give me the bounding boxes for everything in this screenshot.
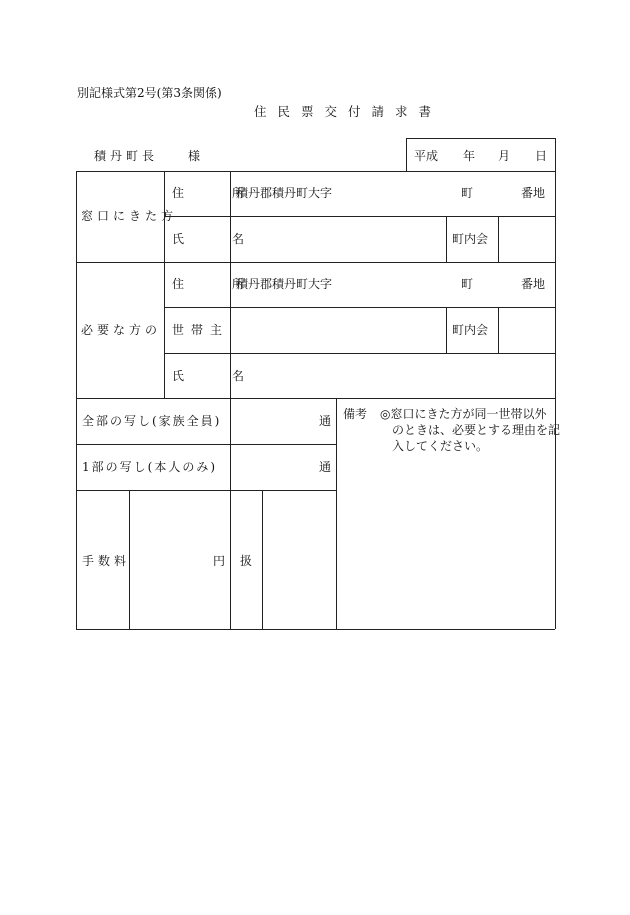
remarks-line-1: ◎窓口にきた方が同一世帯以外: [380, 407, 547, 421]
required-name-label: 氏 名: [172, 369, 263, 383]
remarks-line-3: 入してください。: [392, 439, 489, 453]
remarks-label: 備考: [343, 407, 368, 421]
required-chonaikai-label: 町内会: [452, 323, 489, 337]
addressee: 積丹町長: [94, 149, 159, 163]
required-section-label: 必要な方の: [81, 323, 162, 337]
visitor-chonaikai-label: 町内会: [452, 232, 489, 246]
full-copy-unit: 通: [319, 414, 332, 428]
handler-label: 扱: [240, 554, 253, 568]
date-day-label: 日: [535, 149, 548, 163]
required-banchi-label: 番地: [521, 277, 546, 291]
visitor-address-label: 住 所: [172, 186, 263, 200]
date-era: 平成: [414, 149, 439, 163]
visitor-section-label: 窓口にきた方: [81, 209, 178, 223]
addressee-honorific: 様: [188, 149, 201, 163]
fee-label: 手数料: [82, 554, 131, 568]
visitor-address-value: 積丹郡積丹町大字: [236, 186, 333, 200]
required-machi-label: 町: [461, 277, 474, 291]
visitor-name-label: 氏 名: [172, 232, 263, 246]
required-address-value: 積丹郡積丹町大字: [236, 277, 333, 291]
fee-unit: 円: [213, 554, 226, 568]
visitor-machi-label: 町: [461, 186, 474, 200]
page-title: 住民票交付請求書: [254, 104, 443, 119]
form-reference: 別記様式第2号(第3条関係): [77, 86, 222, 100]
partial-copy-unit: 通: [319, 460, 332, 474]
remarks-line-2: のときは、必要とする理由を記: [392, 423, 561, 437]
required-address-label: 住 所: [172, 277, 263, 291]
visitor-banchi-label: 番地: [521, 186, 546, 200]
full-copy-label: 全部の写し(家族全員): [82, 414, 222, 428]
household-head-label: 世帯主: [172, 323, 230, 337]
partial-copy-label: 1部の写し(本人のみ): [82, 460, 217, 474]
date-year-label: 年: [463, 149, 476, 163]
date-month-label: 月: [498, 149, 511, 163]
